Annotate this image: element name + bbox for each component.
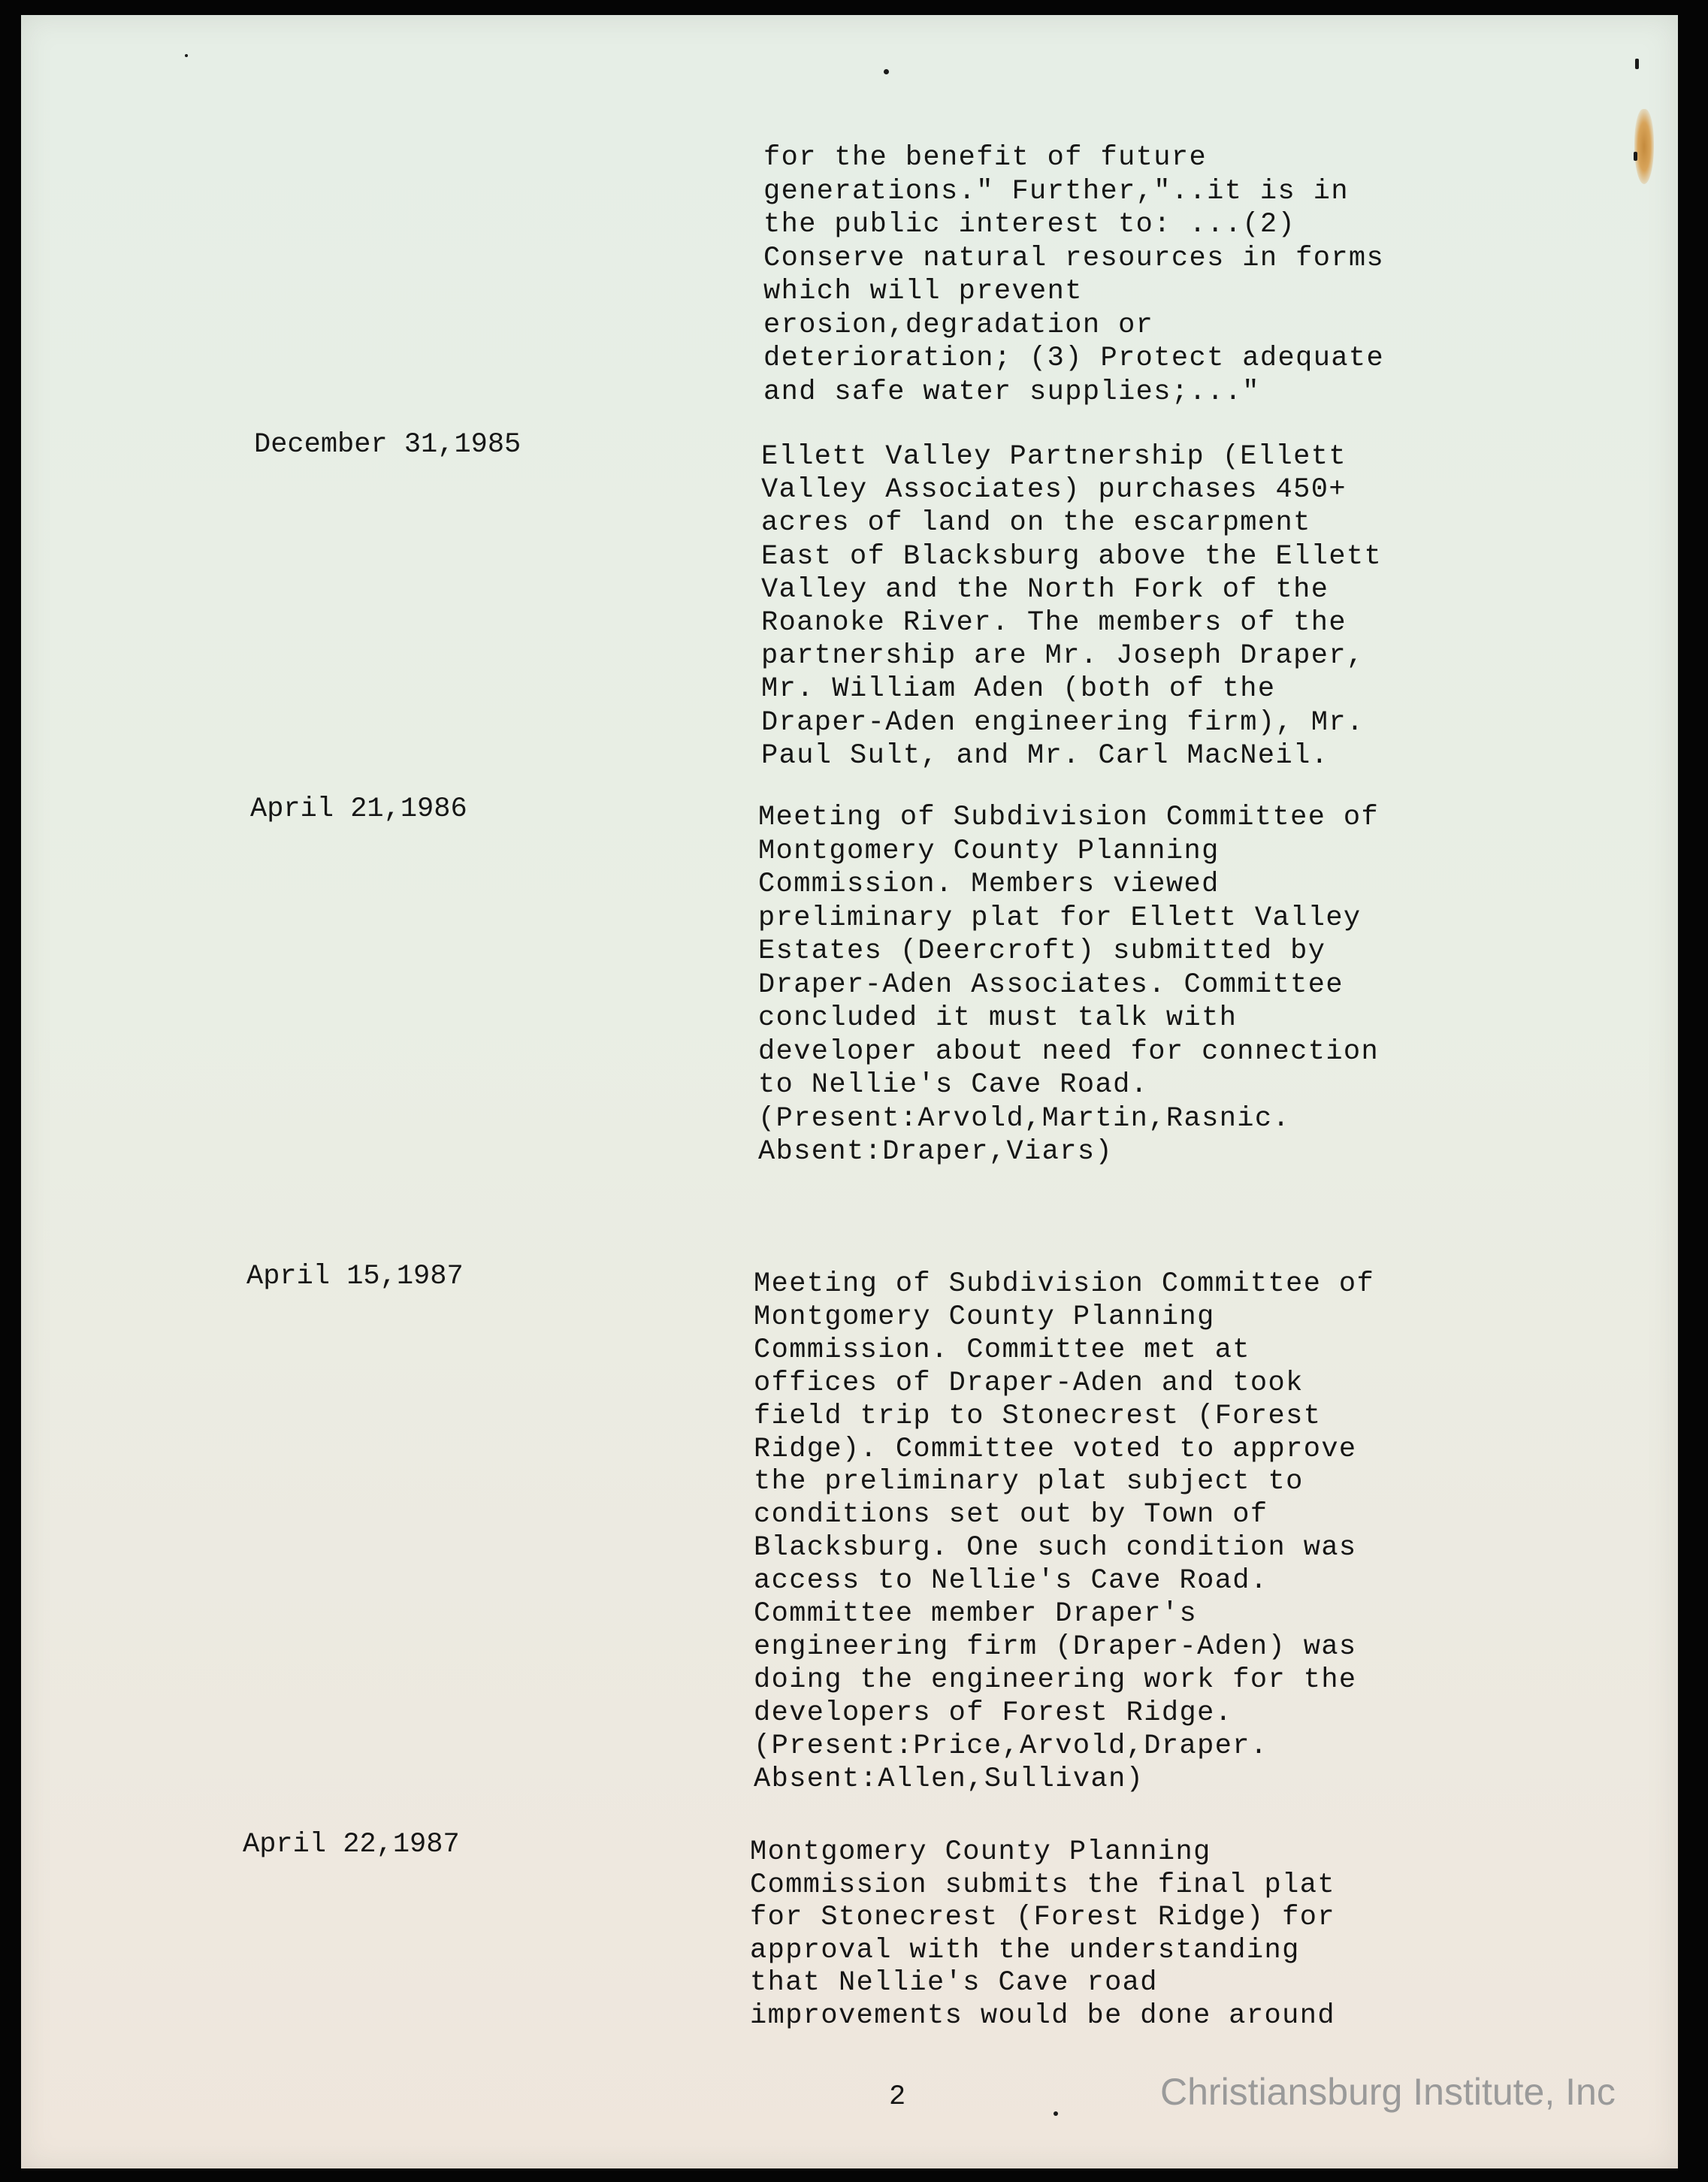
text-line: acres of land on the escarpment	[761, 507, 1311, 539]
text-line: Commission. Members viewed	[758, 869, 1220, 900]
text-line: Commission. Committee met at	[754, 1334, 1250, 1366]
text-line: Mr. William Aden (both of the	[761, 673, 1276, 706]
text-line: that Nellie's Cave road	[750, 1967, 1158, 1999]
text-line: engineering firm (Draper-Aden) was	[754, 1630, 1357, 1663]
text-line: doing the engineering work for the	[754, 1664, 1357, 1696]
text-line: conditions set out by Town of	[754, 1499, 1268, 1531]
text-line: Draper-Aden Associates. Committee	[758, 969, 1344, 1001]
entry-date: April 22,1987	[243, 1829, 460, 1860]
text-line: offices of Draper-Aden and took	[754, 1367, 1304, 1399]
text-line: Roanoke River. The members of the	[761, 607, 1347, 639]
text-line: Valley Associates) purchases 450+	[761, 474, 1347, 506]
watermark: Christiansburg Institute, Inc	[1160, 2071, 1616, 2113]
text-line: access to Nellie's Cave Road.	[754, 1565, 1268, 1597]
entry-text	[761, 440, 1382, 772]
text-line: to Nellie's Cave Road.	[758, 1069, 1149, 1101]
text-line: Blacksburg. One such condition was	[754, 1532, 1357, 1564]
text-line: Committee member Draper's	[754, 1598, 1198, 1630]
entry-text	[750, 1836, 1335, 2032]
text-line: Montgomery County Planning	[758, 835, 1220, 867]
continued-paragraph	[763, 141, 1384, 409]
text-line: for Stonecrest (Forest Ridge) for	[750, 1902, 1335, 1933]
text-line: erosion,degradation or	[763, 309, 1154, 341]
text-line: Absent:Allen,Sullivan)	[754, 1763, 1144, 1795]
text-line: Meeting of Subdivision Committee of	[754, 1268, 1375, 1300]
text-line: Paul Sult, and Mr. Carl MacNeil.	[761, 739, 1329, 772]
text-line: generations." Further,"..it is in	[763, 175, 1349, 207]
text-line: the public interest to: ...(2)	[763, 209, 1296, 240]
paper-speck	[1634, 152, 1637, 161]
text-line: and safe water supplies;..."	[763, 376, 1260, 408]
text-line: Draper-Aden engineering firm), Mr.	[761, 706, 1365, 739]
text-line: partnership are Mr. Joseph Draper,	[761, 640, 1365, 672]
text-line: deterioration; (3) Protect adequate	[763, 343, 1385, 374]
text-line: Ridge). Committee voted to approve	[754, 1433, 1357, 1465]
text-line: Absent:Draper,Viars)	[758, 1136, 1114, 1168]
entry-date: April 21,1986	[250, 793, 467, 825]
paper-stain	[1634, 109, 1654, 184]
paper-speck	[884, 69, 889, 74]
text-line: for the benefit of future	[763, 142, 1208, 174]
text-line: developers of Forest Ridge.	[754, 1697, 1233, 1729]
text-line: developer about need for connection	[758, 1035, 1380, 1068]
entry-date: April 15,1987	[246, 1261, 464, 1292]
text-line: (Present:Arvold,Martin,Rasnic.	[758, 1102, 1291, 1135]
entry-date: December 31,1985	[254, 429, 521, 461]
text-line: concluded it must talk with	[758, 1002, 1238, 1034]
text-line: approval with the understanding	[750, 1934, 1300, 1966]
paper-speck	[1054, 2111, 1058, 2116]
text-line: Montgomery County Planning	[754, 1301, 1215, 1333]
entry-text	[754, 1268, 1374, 1797]
text-line: field trip to Stonecrest (Forest	[754, 1400, 1322, 1432]
text-line: the preliminary plat subject to	[754, 1466, 1304, 1498]
text-line: which will prevent	[763, 276, 1083, 307]
text-line: Montgomery County Planning	[750, 1836, 1211, 1868]
text-line: East of Blacksburg above the Ellett	[761, 540, 1383, 573]
text-line: (Present:Price,Arvold,Draper.	[754, 1730, 1268, 1762]
text-line: Estates (Deercroft) submitted by	[758, 935, 1326, 967]
entry-text	[758, 801, 1379, 1169]
paper-speck	[185, 54, 188, 57]
text-line: Meeting of Subdivision Committee of	[758, 802, 1380, 833]
text-line: Valley and the North Fork of the	[761, 573, 1329, 606]
text-line: Commission submits the final plat	[750, 1869, 1335, 1901]
page-number: 2	[889, 2081, 906, 2113]
document-page	[21, 15, 1678, 2168]
text-line: improvements would be done around	[750, 1999, 1335, 2032]
text-line: Ellett Valley Partnership (Ellett	[761, 441, 1347, 473]
text-line: preliminary plat for Ellett Valley	[758, 902, 1362, 934]
text-line: Conserve natural resources in forms	[763, 242, 1385, 274]
paper-speck	[1635, 59, 1639, 69]
